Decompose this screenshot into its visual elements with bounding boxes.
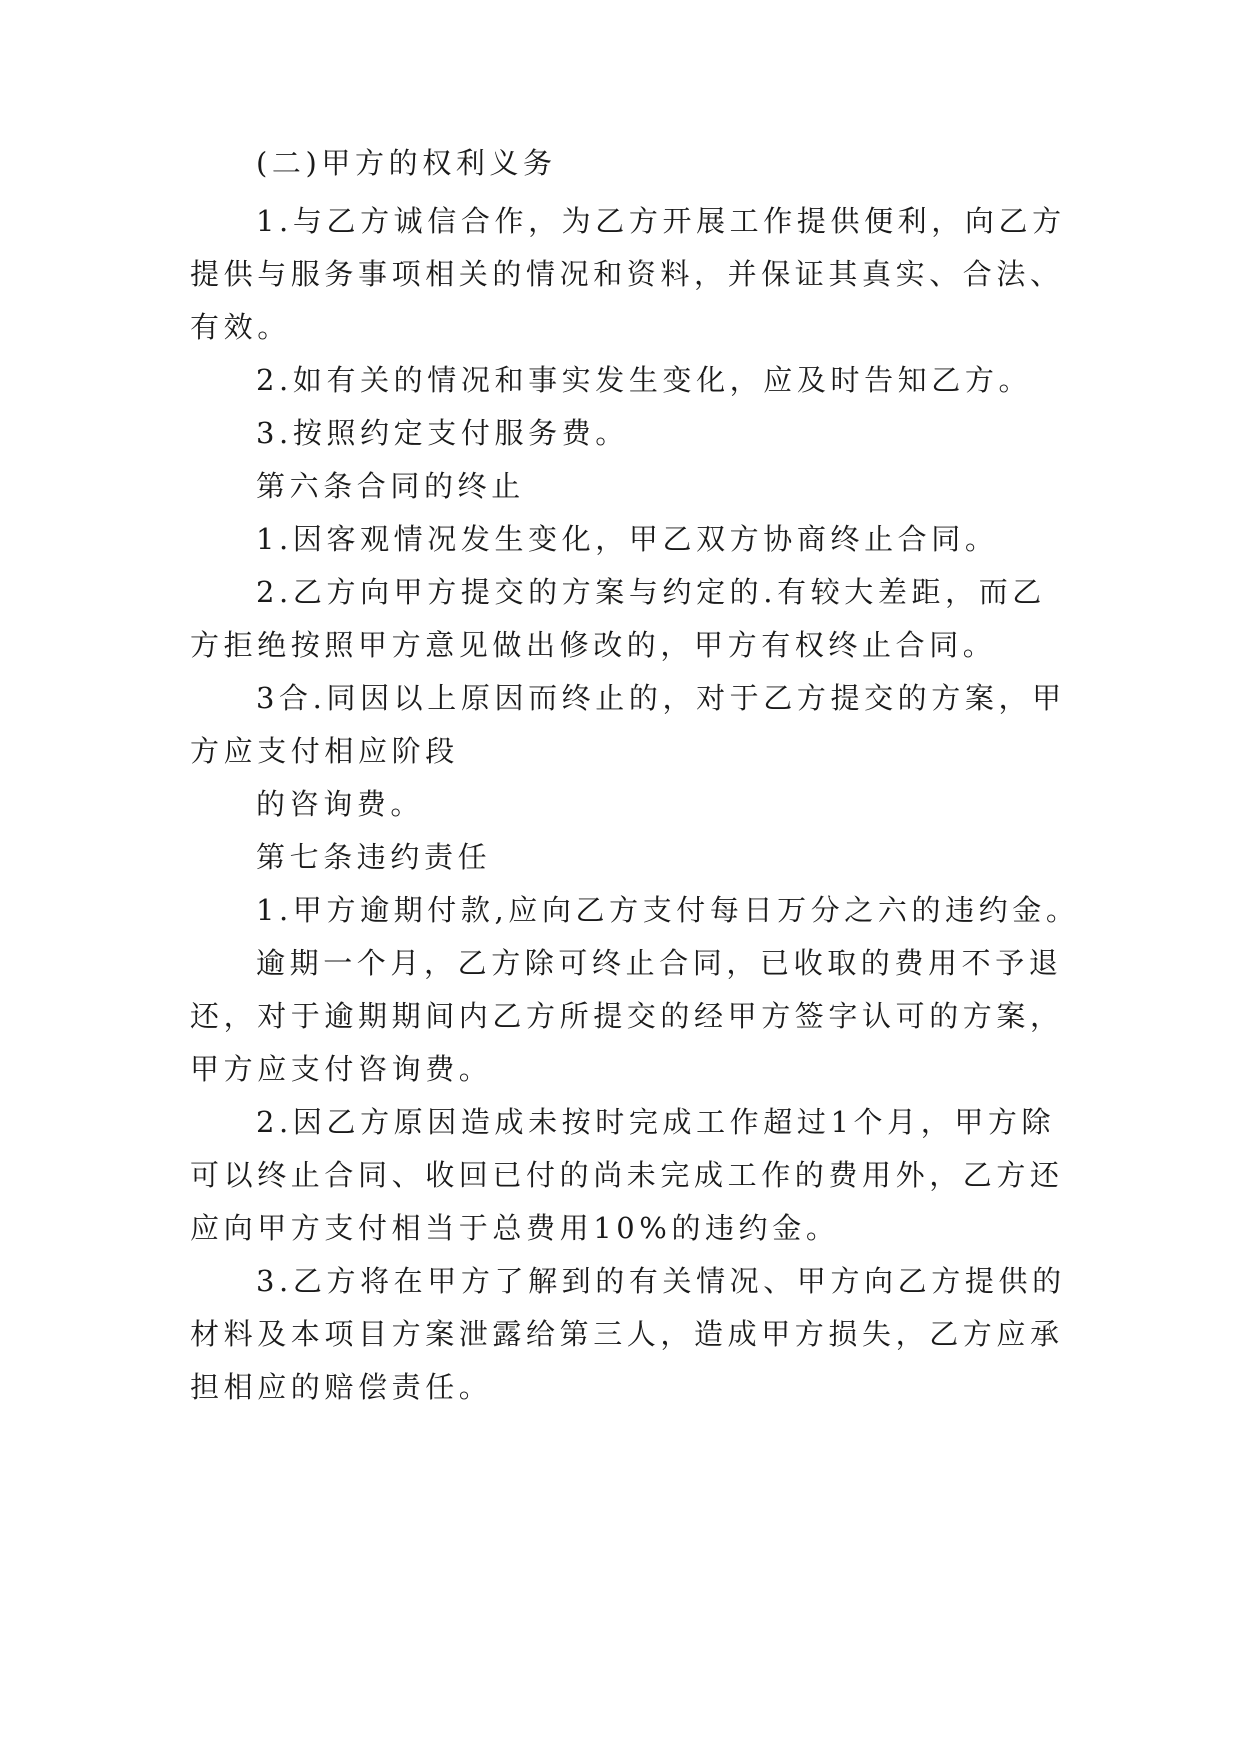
paragraph-line: 2.因乙方原因造成未按时完成工作超过1个月，甲方除 xyxy=(256,1105,1056,1139)
section-heading: (二)甲方的权利义务 xyxy=(256,146,557,180)
paragraph-line: 1.因客观情况发生变化，甲乙双方协商终止合同。 xyxy=(256,522,999,556)
paragraph-line: 3.按照约定支付服务费。 xyxy=(256,416,629,450)
paragraph-line: 1.与乙方诚信合作，为乙方开展工作提供便利，向乙方 xyxy=(256,204,1066,238)
paragraph-line: 担相应的赔偿责任。 xyxy=(190,1370,493,1404)
paragraph-line: 应向甲方支付相当于总费用10%的违约金。 xyxy=(190,1211,840,1245)
paragraph-line: 2.如有关的情况和事实发生变化，应及时告知乙方。 xyxy=(256,363,1033,397)
paragraph-line: 甲方应支付咨询费。 xyxy=(190,1052,493,1086)
paragraph-line: 方应支付相应阶段 xyxy=(190,734,459,768)
paragraph-line: 的咨询费。 xyxy=(256,787,425,821)
paragraph-line: 3.乙方将在甲方了解到的有关情况、甲方向乙方提供的 xyxy=(256,1264,1066,1298)
paragraph-line: 2.乙方向甲方提交的方案与约定的.有较大差距，而乙 xyxy=(256,575,1046,609)
article-heading: 第七条违约责任 xyxy=(256,840,492,874)
paragraph-line: 逾期一个月，乙方除可终止合同，已收取的费用不予退 xyxy=(256,946,1063,980)
paragraph-line: 3合.同因以上原因而终止的，对于乙方提交的方案，甲 xyxy=(256,681,1066,715)
paragraph-line: 1.甲方逾期付款,应向乙方支付每日万分之六的违约金。 xyxy=(256,893,1080,927)
paragraph-line: 提供与服务事项相关的情况和资料，并保证其真实、合法、 xyxy=(190,257,1064,291)
paragraph-line: 还，对于逾期期间内乙方所提交的经甲方签字认可的方案， xyxy=(190,999,1064,1033)
paragraph-line: 可以终止合同、收回已付的尚未完成工作的费用外，乙方还 xyxy=(190,1158,1064,1192)
paragraph-line: 有效。 xyxy=(190,310,291,344)
paragraph-line: 方拒绝按照甲方意见做出修改的，甲方有权终止合同。 xyxy=(190,628,997,662)
paragraph-line: 材料及本项目方案泄露给第三人，造成甲方损失，乙方应承 xyxy=(190,1317,1064,1351)
article-heading: 第六条合同的终止 xyxy=(256,469,525,503)
